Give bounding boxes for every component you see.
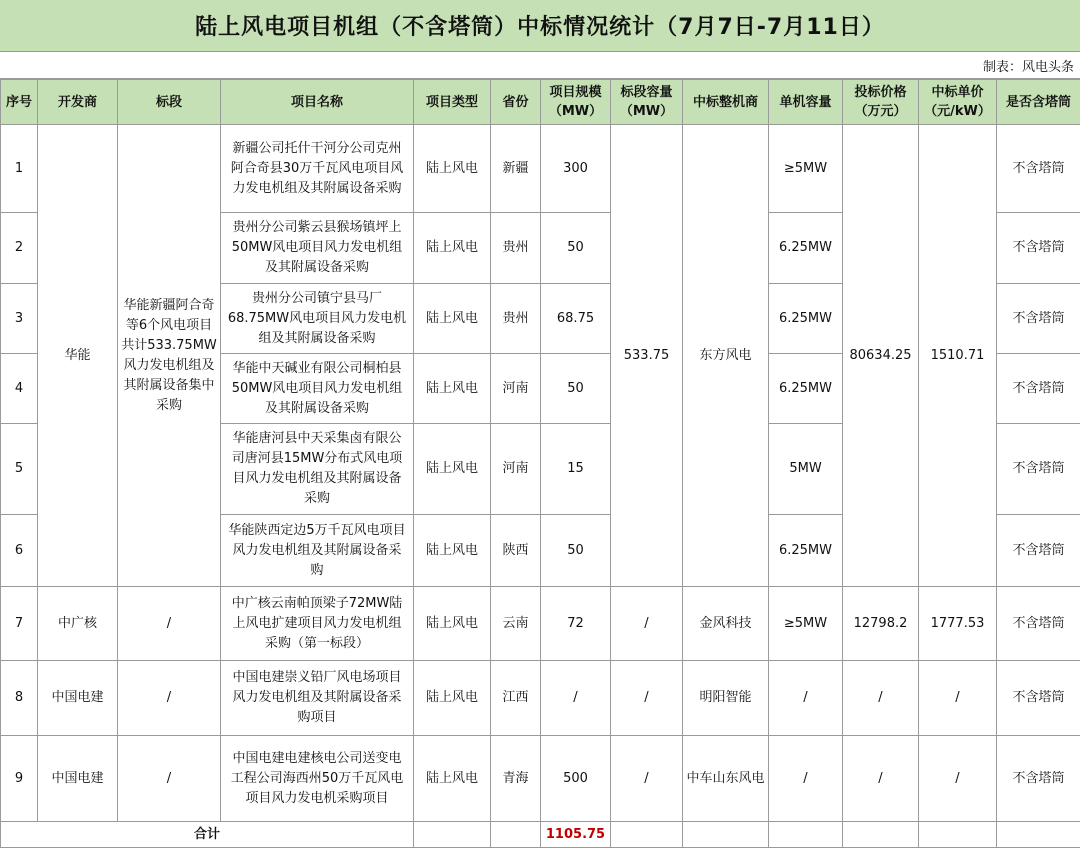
cell-unit-capacity: 6.25MW bbox=[769, 354, 843, 424]
header-lot-capacity bbox=[611, 80, 683, 125]
total-row bbox=[1, 822, 1080, 848]
table-row bbox=[1, 587, 1080, 661]
cell-province: 陕西 bbox=[491, 515, 541, 587]
total-label: 合计 bbox=[1, 822, 414, 848]
cell-scale: 15 bbox=[541, 424, 611, 515]
cell-province: 贵州 bbox=[491, 213, 541, 284]
cell-seq: 2 bbox=[1, 213, 38, 284]
cell-scale: 72 bbox=[541, 587, 611, 661]
header-scale-l1: 项目规模 bbox=[549, 85, 601, 100]
header-lotcap-l2: （MW） bbox=[620, 104, 673, 119]
cell-unit-capacity: / bbox=[769, 661, 843, 736]
cell-developer: 中国电建 bbox=[38, 661, 118, 736]
cell-project: 华能唐河县中天采集卤有限公司唐河县15MW分布式风电项目风力发电机组及其附属设备采购 bbox=[221, 424, 414, 515]
cell-bid-price: / bbox=[843, 736, 919, 822]
header-up-l1: 中标单价 bbox=[931, 85, 983, 100]
cell-tower: 不含塔筒 bbox=[997, 736, 1080, 822]
total-empty bbox=[683, 822, 769, 848]
cell-project: 贵州分公司紫云县猴场镇坪上50MW风电项目风力发电机组及其附属设备采购 bbox=[221, 213, 414, 284]
cell-scale: / bbox=[541, 661, 611, 736]
header-lotcap-l1: 标段容量 bbox=[620, 85, 672, 100]
header-scale-l2: （MW） bbox=[549, 104, 602, 119]
cell-seq: 5 bbox=[1, 424, 38, 515]
cell-developer: 中广核 bbox=[38, 587, 118, 661]
header-bid-price bbox=[843, 80, 919, 125]
cell-province: 河南 bbox=[491, 424, 541, 515]
cell-lot-capacity: / bbox=[611, 736, 683, 822]
header-scale bbox=[541, 80, 611, 125]
cell-tower: 不含塔筒 bbox=[997, 424, 1080, 515]
cell-unit-capacity: 6.25MW bbox=[769, 515, 843, 587]
cell-seq: 9 bbox=[1, 736, 38, 822]
cell-lot-capacity: / bbox=[611, 587, 683, 661]
cell-scale: 50 bbox=[541, 213, 611, 284]
cell-tower: 不含塔筒 bbox=[997, 125, 1080, 213]
cell-type: 陆上风电 bbox=[414, 354, 491, 424]
cell-project: 新疆公司托什干河分公司克州阿合奇县30万千瓦风电项目风力发电机组及其附属设备采购 bbox=[221, 125, 414, 213]
cell-type: 陆上风电 bbox=[414, 424, 491, 515]
cell-type: 陆上风电 bbox=[414, 125, 491, 213]
cell-tower: 不含塔筒 bbox=[997, 515, 1080, 587]
cell-scale: 68.75 bbox=[541, 284, 611, 354]
total-value: 1105.75 bbox=[541, 822, 611, 848]
header-tower: 是否含塔筒 bbox=[997, 80, 1080, 125]
credit-line: 制表：风电头条 bbox=[0, 52, 1080, 79]
cell-tower: 不含塔筒 bbox=[997, 354, 1080, 424]
cell-province: 河南 bbox=[491, 354, 541, 424]
total-empty bbox=[997, 822, 1080, 848]
cell-project: 中国电建电建核电公司送变电工程公司海西州50万千瓦风电项目风力发电机采购项目 bbox=[221, 736, 414, 822]
header-bid-l2: （万元） bbox=[854, 104, 906, 119]
cell-project: 贵州分公司镇宁县马厂68.75MW风电项目风力发电机组及其附属设备采购 bbox=[221, 284, 414, 354]
cell-bid-price: 12798.2 bbox=[843, 587, 919, 661]
cell-lot-capacity-huaneng: 533.75 bbox=[611, 125, 683, 587]
cell-scale: 50 bbox=[541, 354, 611, 424]
table-row bbox=[1, 736, 1080, 822]
cell-type: 陆上风电 bbox=[414, 515, 491, 587]
cell-project: 中广核云南帕顶梁子72MW陆上风电扩建项目风力发电机组采购（第一标段） bbox=[221, 587, 414, 661]
header-up-l2: （元/kW） bbox=[924, 104, 991, 119]
cell-bid-price-huaneng: 80634.25 bbox=[843, 125, 919, 587]
cell-winner: 中车山东风电 bbox=[683, 736, 769, 822]
total-empty bbox=[919, 822, 997, 848]
cell-unit-capacity: 6.25MW bbox=[769, 284, 843, 354]
cell-unit-capacity: 6.25MW bbox=[769, 213, 843, 284]
header-province: 省份 bbox=[491, 80, 541, 125]
cell-project: 华能中天碱业有限公司桐柏县50MW风电项目风力发电机组及其附属设备采购 bbox=[221, 354, 414, 424]
cell-seq: 4 bbox=[1, 354, 38, 424]
table-title: 陆上风电项目机组（不含塔筒）中标情况统计（7月7日-7月11日） bbox=[0, 0, 1080, 52]
cell-unit-capacity: / bbox=[769, 736, 843, 822]
cell-winner: 金风科技 bbox=[683, 587, 769, 661]
cell-province: 青海 bbox=[491, 736, 541, 822]
cell-tower: 不含塔筒 bbox=[997, 587, 1080, 661]
header-type: 项目类型 bbox=[414, 80, 491, 125]
cell-province: 云南 bbox=[491, 587, 541, 661]
header-unit-price bbox=[919, 80, 997, 125]
total-empty bbox=[769, 822, 843, 848]
cell-seq: 8 bbox=[1, 661, 38, 736]
cell-type: 陆上风电 bbox=[414, 213, 491, 284]
header-row bbox=[1, 80, 1080, 125]
cell-seq: 7 bbox=[1, 587, 38, 661]
cell-type: 陆上风电 bbox=[414, 284, 491, 354]
cell-province: 江西 bbox=[491, 661, 541, 736]
total-empty bbox=[611, 822, 683, 848]
header-lot: 标段 bbox=[118, 80, 221, 125]
header-developer: 开发商 bbox=[38, 80, 118, 125]
header-bid-l1: 投标价格 bbox=[854, 85, 906, 100]
cell-project: 华能陕西定边5万千瓦风电项目风力发电机组及其附属设备采购 bbox=[221, 515, 414, 587]
cell-unit-capacity: ≥5MW bbox=[769, 587, 843, 661]
cell-winner-huaneng: 东方风电 bbox=[683, 125, 769, 587]
header-winner: 中标整机商 bbox=[683, 80, 769, 125]
header-project: 项目名称 bbox=[221, 80, 414, 125]
cell-lot-capacity: / bbox=[611, 661, 683, 736]
cell-type: 陆上风电 bbox=[414, 661, 491, 736]
header-unit-capacity: 单机容量 bbox=[769, 80, 843, 125]
cell-developer: 中国电建 bbox=[38, 736, 118, 822]
cell-tower: 不含塔筒 bbox=[997, 213, 1080, 284]
cell-unit-price: / bbox=[919, 736, 997, 822]
cell-scale: 300 bbox=[541, 125, 611, 213]
cell-seq: 1 bbox=[1, 125, 38, 213]
bid-results-table bbox=[0, 79, 1080, 848]
cell-winner: 明阳智能 bbox=[683, 661, 769, 736]
cell-bid-price: / bbox=[843, 661, 919, 736]
cell-unit-price: / bbox=[919, 661, 997, 736]
cell-lot: / bbox=[118, 587, 221, 661]
cell-scale: 500 bbox=[541, 736, 611, 822]
cell-seq: 3 bbox=[1, 284, 38, 354]
total-empty bbox=[414, 822, 491, 848]
table-row bbox=[1, 661, 1080, 736]
cell-province: 贵州 bbox=[491, 284, 541, 354]
header-seq: 序号 bbox=[1, 80, 38, 125]
cell-unit-price-huaneng: 1510.71 bbox=[919, 125, 997, 587]
cell-unit-capacity: 5MW bbox=[769, 424, 843, 515]
cell-project: 中国电建崇义铅厂风电场项目风力发电机组及其附属设备采购项目 bbox=[221, 661, 414, 736]
cell-scale: 50 bbox=[541, 515, 611, 587]
total-empty bbox=[843, 822, 919, 848]
cell-seq: 6 bbox=[1, 515, 38, 587]
cell-unit-capacity: ≥5MW bbox=[769, 125, 843, 213]
total-empty bbox=[491, 822, 541, 848]
cell-lot-huaneng: 华能新疆阿合奇等6个风电项目共计533.75MW风力发电机组及其附属设备集中采购 bbox=[118, 125, 221, 587]
cell-developer-huaneng: 华能 bbox=[38, 125, 118, 587]
cell-province: 新疆 bbox=[491, 125, 541, 213]
cell-lot: / bbox=[118, 736, 221, 822]
cell-type: 陆上风电 bbox=[414, 736, 491, 822]
cell-tower: 不含塔筒 bbox=[997, 284, 1080, 354]
cell-lot: / bbox=[118, 661, 221, 736]
cell-type: 陆上风电 bbox=[414, 587, 491, 661]
cell-tower: 不含塔筒 bbox=[997, 661, 1080, 736]
cell-unit-price: 1777.53 bbox=[919, 587, 997, 661]
table-row bbox=[1, 125, 1080, 213]
